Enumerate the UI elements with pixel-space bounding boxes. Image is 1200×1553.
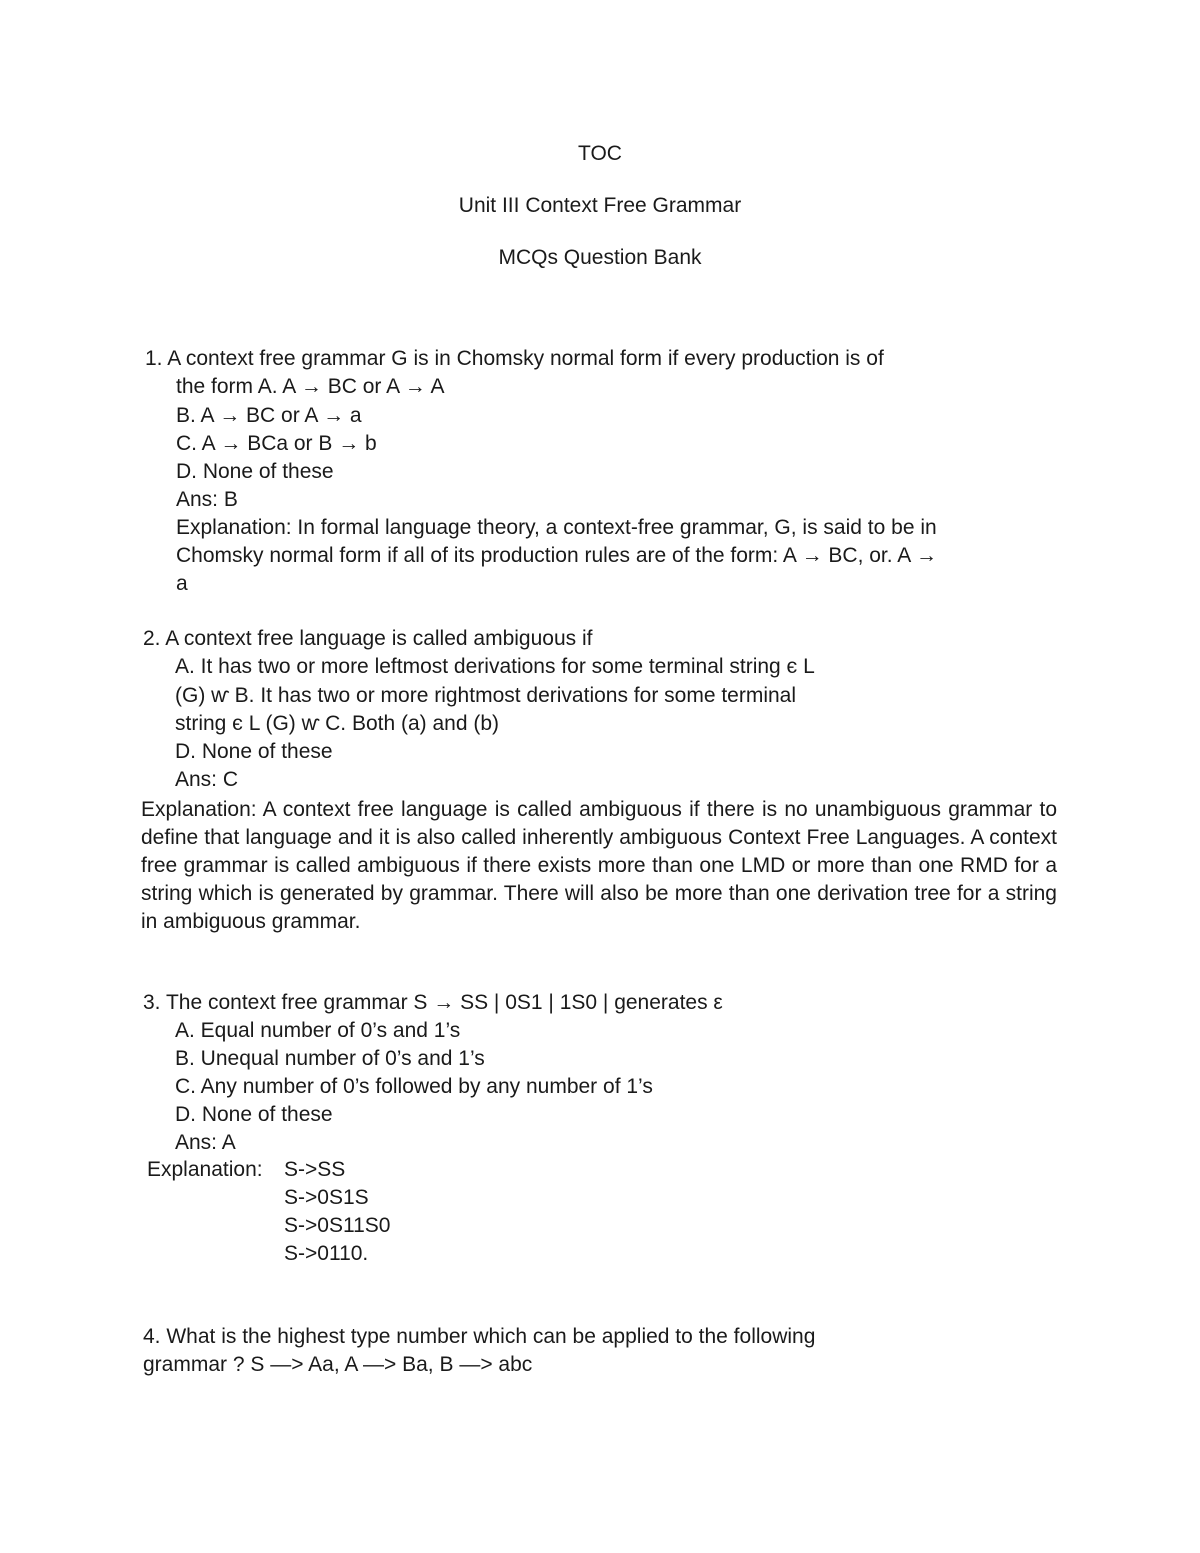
q1-explanation-line-3: a	[176, 572, 188, 595]
document-subtitle: MCQs Question Bank	[498, 246, 702, 269]
q2-answer: Ans: C	[175, 768, 239, 791]
q3-explanation-label: Explanation:	[147, 1158, 263, 1181]
q3-option-c: C. Any number of 0’s followed by any number of 1’s	[175, 1075, 653, 1098]
q3-derivation-step: S->0S11S0	[284, 1214, 391, 1237]
q1-option-b: B. A → BC or A → a	[176, 404, 362, 427]
q1-option-c: C. A → BCa or B → b	[176, 432, 377, 455]
q4-stem-line-1: 4. What is the highest type number which can be applied to the following	[143, 1325, 816, 1348]
q2-explanation: Explanation: A context free language is called ambiguous if there is no unambiguous grammar to define that language and it is also called inherently ambiguous Context Free Languages. A context free grammar is called ambiguous if there exists more than one LMD or more than one RMD for a string which is generated by grammar. There will also be more than one derivation tree for a string in ambiguous grammar.	[141, 798, 1057, 933]
q3-derivation-step: S->0S1S	[284, 1186, 369, 1209]
q1-option-d: D. None of these	[176, 460, 334, 483]
q1-stem-line-2: the form A. A → BC or A → A	[176, 375, 445, 398]
document-title: TOC	[578, 142, 622, 165]
q3-stem: 3. The context free grammar S → SS | 0S1 | 1S0 | generates ε	[143, 991, 723, 1014]
q2-option-line-1: A. It has two or more leftmost derivations for some terminal string є L	[175, 655, 815, 678]
q3-answer: Ans: A	[175, 1131, 236, 1154]
q2-option-line-3: string є L (G) ⱳ C. Both (a) and (b)	[175, 712, 500, 735]
q1-explanation-line-2: Chomsky normal form if all of its production rules are of the form: A → BC, or. A →	[176, 544, 937, 567]
q3-derivation-step: S->SS	[284, 1158, 346, 1181]
q3-option-a: A. Equal number of 0’s and 1’s	[175, 1019, 461, 1042]
q3-derivation-step: S->0110.	[284, 1242, 369, 1265]
unit-heading: Unit III Context Free Grammar	[458, 194, 742, 217]
q1-stem-line-1: 1. A context free grammar G is in Chomsky normal form if every production is of	[145, 347, 884, 370]
q1-answer: Ans: B	[176, 488, 238, 511]
q2-stem: 2. A context free language is called ambiguous if	[143, 627, 593, 650]
q2-option-d: D. None of these	[175, 740, 333, 763]
q3-option-b: B. Unequal number of 0’s and 1’s	[175, 1047, 485, 1070]
q3-option-d: D. None of these	[175, 1103, 333, 1126]
q2-option-line-2: (G) ⱳ B. It has two or more rightmost derivations for some terminal	[175, 684, 797, 707]
q1-explanation-line-1: Explanation: In formal language theory, a context-free grammar, G, is said to be in	[176, 516, 937, 539]
q4-stem-line-2: grammar ? S —> Aa, A —> Ba, B —> abc	[143, 1353, 533, 1376]
